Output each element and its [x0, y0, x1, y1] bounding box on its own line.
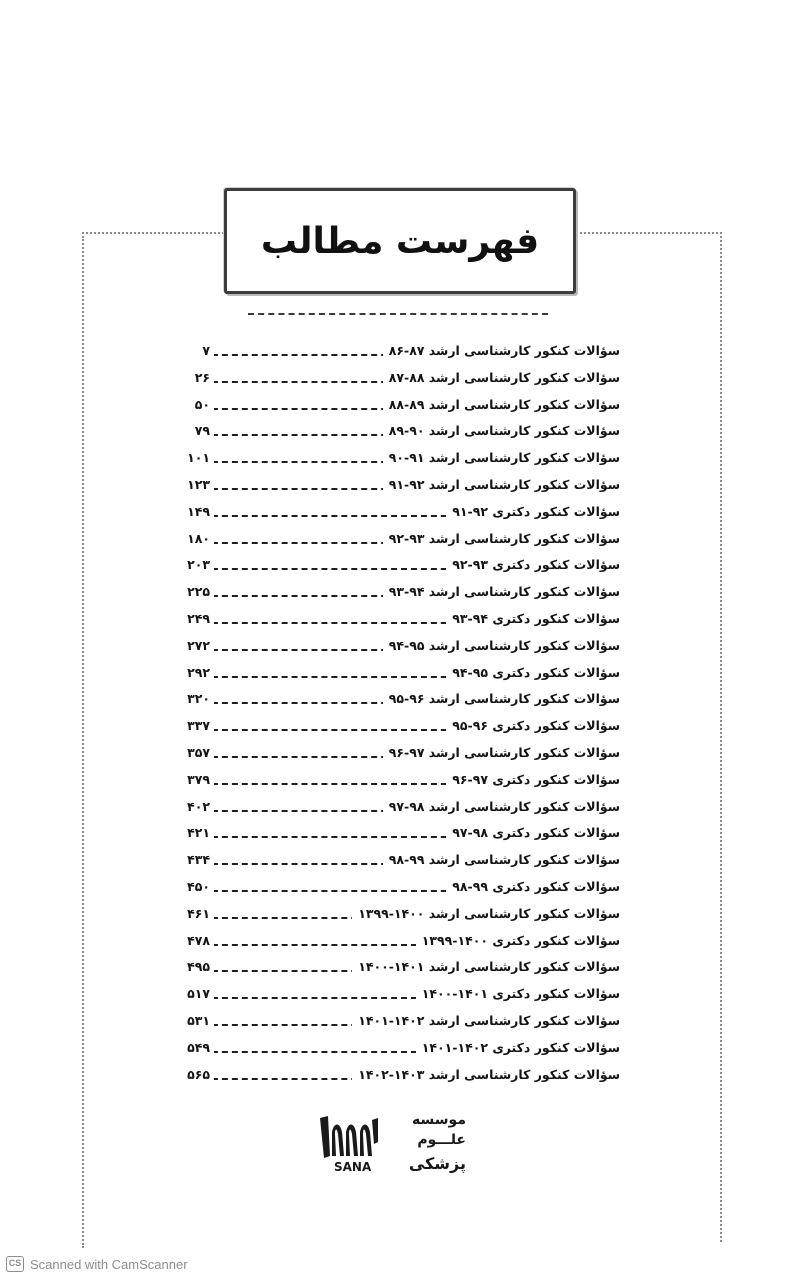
- title-divider: [248, 313, 548, 315]
- toc-entry: [150, 635, 620, 662]
- toc-entry: [150, 769, 620, 796]
- toc-entry-title: سؤالات کنکور کارشناسی ارشد ۹۲-۹۱: [383, 477, 620, 492]
- toc-entry-page: ۲۶: [180, 370, 214, 385]
- toc-entry-page: ۴۷۸: [180, 933, 214, 948]
- toc-entry-title: سؤالات کنکور کارشناسی ارشد ۹۶-۹۵: [383, 691, 620, 706]
- logo-brand: SANA: [334, 1160, 372, 1174]
- publisher-logo: [316, 1108, 466, 1188]
- toc-entry-page: ۴۵۰: [180, 879, 214, 894]
- frame-right-border: [720, 236, 722, 1242]
- toc-entry-page: ۵۰: [180, 397, 214, 412]
- logo-text-line3: پزشکی: [408, 1154, 466, 1173]
- toc-entry-title: سؤالات کنکور کارشناسی ارشد ۸۸-۸۷: [383, 370, 620, 385]
- toc-entry: [150, 474, 620, 501]
- toc-entry-page: ۳۵۷: [180, 745, 214, 760]
- frame-left-border: [82, 236, 84, 1248]
- toc-entry-page: ۲۰۳: [180, 557, 214, 572]
- toc-entry-title: سؤالات کنکور دکتری ۹۴-۹۳: [446, 611, 620, 626]
- toc-entry: [150, 554, 620, 581]
- toc-entry-title: سؤالات کنکور کارشناسی ارشد ۹۰-۸۹: [383, 423, 620, 438]
- toc-entry-title: سؤالات کنکور دکتری ۹۷-۹۶: [446, 772, 620, 787]
- toc-entry-title: سؤالات کنکور دکتری ۹۲-۹۱: [446, 504, 620, 519]
- toc-entry: [150, 688, 620, 715]
- toc-entry-page: ۴۳۴: [180, 852, 214, 867]
- toc-entry: [150, 528, 620, 555]
- toc-entry-page: ۱۰۱: [180, 450, 214, 465]
- toc-entry-page: ۳۳۷: [180, 718, 214, 733]
- toc-entry: [150, 715, 620, 742]
- toc-entry-title: سؤالات کنکور کارشناسی ارشد ۱۴۰۳-۱۴۰۲: [352, 1067, 620, 1082]
- toc-entry-page: ۵۴۹: [180, 1040, 214, 1055]
- toc-entry: [150, 822, 620, 849]
- toc-entry: [150, 742, 620, 769]
- toc-entry-page: ۲۴۹: [180, 611, 214, 626]
- toc-entry-title: سؤالات کنکور کارشناسی ارشد ۸۷-۸۶: [383, 343, 620, 358]
- title-box: [224, 188, 576, 294]
- toc-entry-page: ۲۲۵: [180, 584, 214, 599]
- toc-entry: [150, 420, 620, 447]
- toc-entry-page: ۱۸۰: [180, 531, 214, 546]
- toc-entry-title: سؤالات کنکور کارشناسی ارشد ۹۷-۹۶: [383, 745, 620, 760]
- toc-entry-page: ۱۴۹: [180, 504, 214, 519]
- toc-entry: [150, 930, 620, 957]
- toc-entry-title: سؤالات کنکور کارشناسی ارشد ۹۵-۹۴: [383, 638, 620, 653]
- toc-entry-title: سؤالات کنکور دکتری ۱۴۰۰-۱۳۹۹: [416, 933, 620, 948]
- scanner-text: Scanned with CamScanner: [30, 1256, 188, 1272]
- toc-entry-title: سؤالات کنکور کارشناسی ارشد ۱۴۰۲-۱۴۰۱: [352, 1013, 620, 1028]
- toc-entry-page: ۴۶۱: [180, 906, 214, 921]
- toc-entry-title: سؤالات کنکور دکتری ۹۹-۹۸: [446, 879, 620, 894]
- toc-entry-page: ۴۲۱: [180, 825, 214, 840]
- toc-entry: [150, 581, 620, 608]
- page-title: فهرست مطالب: [260, 220, 540, 262]
- toc-entry: [150, 849, 620, 876]
- toc-entry-title: سؤالات کنکور کارشناسی ارشد ۹۳-۹۲: [383, 531, 620, 546]
- toc-entry-page: ۲۷۲: [180, 638, 214, 653]
- toc-entry: [150, 662, 620, 689]
- toc-entry-page: ۳۲۰: [180, 691, 214, 706]
- toc-entry-page: ۷۹: [180, 423, 214, 438]
- toc-entry-page: ۵۶۵: [180, 1067, 214, 1082]
- toc-entry-title: سؤالات کنکور دکتری ۹۶-۹۵: [446, 718, 620, 733]
- toc-entry: [150, 876, 620, 903]
- toc-entry-title: سؤالات کنکور کارشناسی ارشد ۹۸-۹۷: [383, 799, 620, 814]
- toc-entry: [150, 394, 620, 421]
- toc-entry-page: ۳۷۹: [180, 772, 214, 787]
- toc-entry-title: سؤالات کنکور کارشناسی ارشد ۹۱-۹۰: [383, 450, 620, 465]
- frame-top-left-border: [82, 232, 224, 234]
- toc-entry: [150, 983, 620, 1010]
- toc-entry: [150, 796, 620, 823]
- toc-entry: [150, 501, 620, 528]
- toc-entry: [150, 1037, 620, 1064]
- toc-entry-title: سؤالات کنکور کارشناسی ارشد ۹۴-۹۳: [383, 584, 620, 599]
- table-of-contents: [150, 340, 620, 1090]
- toc-entry: [150, 903, 620, 930]
- toc-entry-page: ۲۹۲: [180, 665, 214, 680]
- frame-top-right-border: [576, 232, 722, 234]
- toc-entry-title: سؤالات کنکور کارشناسی ارشد ۱۴۰۱-۱۴۰۰: [352, 959, 620, 974]
- toc-entry: [150, 367, 620, 394]
- toc-entry: [150, 447, 620, 474]
- toc-entry-page: ۵۱۷: [180, 986, 214, 1001]
- toc-entry-title: سؤالات کنکور دکتری ۱۴۰۲-۱۴۰۱: [416, 1040, 620, 1055]
- toc-entry-title: سؤالات کنکور دکتری ۹۸-۹۷: [446, 825, 620, 840]
- toc-entry: [150, 608, 620, 635]
- camscanner-icon: CS: [6, 1256, 24, 1272]
- toc-entry-page: ۱۲۳: [180, 477, 214, 492]
- toc-entry-title: سؤالات کنکور کارشناسی ارشد ۹۹-۹۸: [383, 852, 620, 867]
- toc-entry-title: سؤالات کنکور کارشناسی ارشد ۱۴۰۰-۱۳۹۹: [352, 906, 620, 921]
- toc-entry-page: ۵۳۱: [180, 1013, 214, 1028]
- toc-entry: [150, 1064, 620, 1091]
- toc-entry-page: ۴۹۵: [180, 959, 214, 974]
- toc-entry: [150, 956, 620, 983]
- toc-entry-page: ۴۰۲: [180, 799, 214, 814]
- toc-entry-title: سؤالات کنکور کارشناسی ارشد ۸۹-۸۸: [383, 397, 620, 412]
- toc-entry-title: سؤالات کنکور دکتری ۱۴۰۱-۱۴۰۰: [416, 986, 620, 1001]
- sana-logo-mark-icon: [316, 1112, 380, 1162]
- scanner-watermark: [6, 1256, 188, 1272]
- toc-entry-page: ۷: [180, 343, 214, 358]
- logo-text-line1: موسسه: [412, 1112, 466, 1128]
- logo-text-line2: علـــوم: [417, 1132, 466, 1148]
- toc-entry: [150, 1010, 620, 1037]
- toc-entry: [150, 340, 620, 367]
- toc-entry-title: سؤالات کنکور دکتری ۹۳-۹۲: [446, 557, 620, 572]
- toc-entry-title: سؤالات کنکور دکتری ۹۵-۹۴: [446, 665, 620, 680]
